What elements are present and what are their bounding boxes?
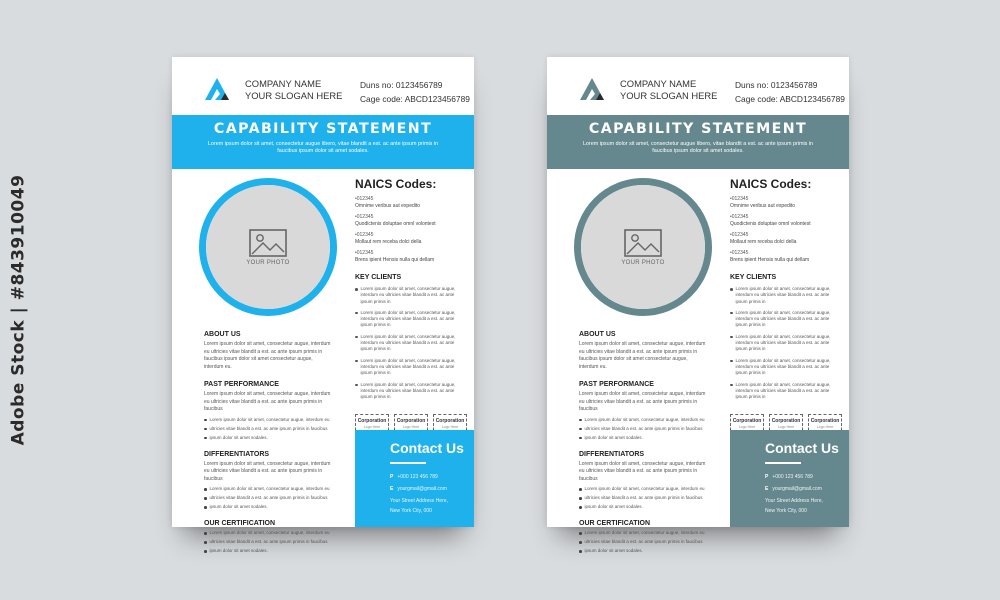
past-performance-title: PAST PERFORMANCE xyxy=(204,381,279,388)
bullet-text: ultricies vitae blandit a est. ac ante ipsum primis in faucibus xyxy=(209,539,328,544)
key-client-text: Lorem ipsum dolor sit amet, consectetur augue, interdum eu ultricies vitae blandit a est. ac ante ipsum primis in xyxy=(735,357,831,376)
right-column xyxy=(355,177,467,435)
key-client-text: Lorem ipsum dolor sit amet, consectetur augue, interdum eu ultricies vitae blandit a est. ac ante ipsum primis in xyxy=(735,381,831,400)
naics-code: •012345 xyxy=(730,214,749,220)
left-column xyxy=(579,331,707,554)
bullet-dot xyxy=(204,488,207,491)
corporation-name: Corporation xyxy=(357,418,387,425)
bullet-text: ipsum dolor sit amet sodales. xyxy=(209,504,268,509)
bullet-text: ultricies vitae blandit a est. ac ante ipsum primis in faucibus xyxy=(209,425,328,431)
company-logo-icon xyxy=(202,74,232,102)
contact-title: Contact Us xyxy=(765,440,839,456)
bullet-dot xyxy=(730,288,733,291)
bullet-text: ultricies vitae blandit a est. ac ante ipsum primis in faucibus xyxy=(209,495,328,500)
corporation-name: Corporation xyxy=(810,418,840,425)
key-client-item xyxy=(730,358,842,377)
bullet-text: ipsum dolor sit amet sodales. xyxy=(584,504,643,509)
bullet-item xyxy=(204,486,332,492)
naics-description: Quodictenis doluptae omnl volontest xyxy=(355,221,436,227)
bullet-item xyxy=(204,530,332,536)
key-client-text: Lorem ipsum dolor sit amet, consectetur augue, interdum eu ultricies vitae blandit a est. ac ante ipsum primis in xyxy=(360,381,456,400)
key-clients-list xyxy=(355,286,467,400)
corporation-name: Corporation xyxy=(396,418,426,425)
contact-phone xyxy=(390,474,438,480)
bullet-item xyxy=(579,495,707,501)
naics-code: •012345 xyxy=(730,232,749,238)
key-client-item xyxy=(730,286,842,305)
key-client-item xyxy=(355,382,467,401)
bullet-text: ipsum dolor sit amet sodales. xyxy=(584,434,643,440)
bullet-dot xyxy=(579,419,582,422)
past-performance-text: Lorem ipsum dolor sit amet, consectetur augue, interdum eu ultricies vitae blandit a est. ac ante ipsum primis in faucibus xyxy=(204,391,331,412)
bullet-dot xyxy=(579,488,582,491)
company-name: COMPANY NAME xyxy=(245,78,322,89)
bullet-item xyxy=(579,426,707,432)
flyer-title: CAPABILITY STATEMENT xyxy=(588,121,808,137)
bullet-item xyxy=(204,504,332,510)
email-label: E xyxy=(390,486,394,492)
bullet-dot xyxy=(204,550,207,553)
bullet-text: ultricies vitae blandit a est. ac ante ipsum primis in faucibus xyxy=(584,495,703,500)
naics-code: •012345 xyxy=(730,196,749,202)
flyer-title: CAPABILITY STATEMENT xyxy=(213,121,433,137)
bullet-item xyxy=(204,495,332,501)
capability-statement-flyer xyxy=(547,57,849,553)
bullet-text: ipsum dolor sit amet sodales. xyxy=(584,548,643,553)
naics-description: Omnime veribus aut expedito xyxy=(730,203,796,209)
differentiators-title: DIFFERENTIATORS xyxy=(579,450,645,458)
bullet-text: Lorem ipsum dolor sit amet, consectetur augue, interdum eu xyxy=(209,486,330,491)
bullet-item xyxy=(579,548,707,554)
naics-description: Mollaut rem receba dolci della xyxy=(730,239,797,245)
bullet-item xyxy=(579,435,707,441)
certification-list xyxy=(579,530,707,554)
key-client-text: Lorem ipsum dolor sit amet, consectetur augue, interdum eu ultricies vitae blandit a est. ac ante ipsum primis in xyxy=(360,286,456,304)
bullet-item xyxy=(204,417,332,423)
bullet-text: Lorem ipsum dolor sit amet, consectetur augue, interdum eu xyxy=(209,416,330,422)
bullet-dot xyxy=(204,541,207,544)
differentiators-list xyxy=(204,486,332,510)
bullet-text: ultricies vitae blandit a est. ac ante ipsum primis in faucibus xyxy=(584,539,703,544)
intro-text: Lorem ipsum dolor sit amet, consectetur augue libero, vitae blandit a est. ac ante ipsum primis in faucibus ipsum dolor sit amet sodales. xyxy=(582,141,814,155)
bullet-item xyxy=(579,486,707,492)
flyer-header xyxy=(172,57,474,115)
corporation-name: Corporation xyxy=(732,418,762,425)
bullet-item xyxy=(204,548,332,554)
differentiators-text: Lorem ipsum dolor sit amet, consectetur augue, interdum eu ultricies vitae blandit a est. ac ante ipsum primis in faucibus xyxy=(204,460,331,482)
key-clients-title: KEY CLIENTS xyxy=(355,274,402,281)
intro-text: Lorem ipsum dolor sit amet, consectetur augue libero, vitae blandit a est. ac ante ipsum primis in faucibus ipsum dolor sit amet sodales. xyxy=(207,141,439,155)
phone-label: P xyxy=(765,474,769,480)
naics-title: NAICS Codes: xyxy=(730,177,812,191)
duns-number: Duns no: 0123456789 xyxy=(360,80,443,90)
key-client-item xyxy=(730,310,842,329)
bullet-item xyxy=(204,539,332,545)
key-client-item xyxy=(355,286,467,305)
photo-label: YOUR PHOTO xyxy=(621,260,665,266)
contact-city: New York City, 000 xyxy=(390,508,432,514)
phone-label: P xyxy=(390,474,394,480)
bullet-item xyxy=(579,417,707,423)
bullet-dot xyxy=(579,532,582,535)
bullet-item xyxy=(579,530,707,536)
key-client-item xyxy=(730,334,842,353)
corporation-sub: Logo Here xyxy=(363,425,381,430)
bullet-dot xyxy=(204,532,207,535)
company-name: COMPANY NAME xyxy=(620,78,697,89)
differentiators-text: Lorem ipsum dolor sit amet, consectetur augue, interdum eu ultricies vitae blandit a est. ac ante ipsum primis in faucibus xyxy=(579,460,706,482)
key-clients-title: KEY CLIENTS xyxy=(730,274,777,281)
bullet-dot xyxy=(204,497,207,500)
differentiators-title: DIFFERENTIATORS xyxy=(204,450,270,458)
key-client-text: Lorem ipsum dolor sit amet, consectetur augue, interdum eu ultricies vitae blandit a est. ac ante ipsum primis in xyxy=(360,309,456,328)
contact-box xyxy=(730,430,849,527)
corporation-sub: Logo Here xyxy=(816,425,834,430)
registration-block xyxy=(735,78,845,106)
company-logo-icon xyxy=(577,74,607,102)
past-performance-list xyxy=(579,417,707,441)
bullet-dot xyxy=(579,541,582,544)
photo-placeholder xyxy=(581,185,705,309)
about-text: Lorem ipsum dolor sit amet, consectetur augue, interdum eu ultricies vitae blandit a est. ac ante ipsum primis in faucibus ipsum dolor sit amet consectetur augue, interdum eu. xyxy=(579,341,706,370)
bullet-dot xyxy=(730,336,733,339)
naics-description: Brens ipient Hensis nulla qui dellam xyxy=(355,257,435,263)
naics-list xyxy=(355,196,467,263)
bullet-item xyxy=(204,435,332,441)
key-client-item xyxy=(355,358,467,377)
naics-description: Mollaut rem receba dolci della xyxy=(355,239,422,245)
corporation-name: Corporation xyxy=(435,418,465,425)
bullet-text: Lorem ipsum dolor sit amet, consectetur augue, interdum eu xyxy=(584,486,705,491)
contact-box xyxy=(355,430,474,527)
company-slogan: YOUR SLOGAN HERE xyxy=(245,90,343,101)
naics-code: •012345 xyxy=(730,250,749,256)
bullet-text: Lorem ipsum dolor sit amet, consectetur augue, interdum eu xyxy=(584,416,705,422)
past-performance-title: PAST PERFORMANCE xyxy=(579,381,654,388)
certification-list xyxy=(204,530,332,554)
bullet-dot xyxy=(204,419,207,422)
corporation-name: Corporation xyxy=(771,418,801,425)
contact-divider xyxy=(765,462,801,464)
corporation-sub: Logo Here xyxy=(777,425,795,430)
bullet-text: ultricies vitae blandit a est. ac ante ipsum primis in faucibus xyxy=(584,425,703,431)
corporation-sub: Logo Here xyxy=(441,425,459,430)
photo-placeholder xyxy=(206,185,330,309)
key-client-item xyxy=(355,334,467,353)
corporation-sub: Logo Here xyxy=(738,425,756,430)
image-placeholder-icon xyxy=(623,228,663,258)
certification-title: OUR CERTIFICATION xyxy=(204,520,276,527)
key-client-text: Lorem ipsum dolor sit amet, consectetur augue, interdum eu ultricies vitae blandit a est. ac ante ipsum primis in xyxy=(360,357,456,376)
bullet-dot xyxy=(204,506,207,509)
bullet-item xyxy=(579,504,707,510)
title-band xyxy=(172,115,474,169)
bullet-dot xyxy=(579,428,582,431)
bullet-dot xyxy=(579,437,582,440)
bullet-dot xyxy=(579,550,582,553)
bullet-dot xyxy=(204,428,207,431)
about-text: Lorem ipsum dolor sit amet, consectetur augue, interdum eu ultricies vitae blandit a est. ac ante ipsum primis in faucibus ipsum dolor sit amet consectetur augue, interdum eu. xyxy=(204,341,331,370)
key-client-text: Lorem ipsum dolor sit amet, consectetur augue, interdum eu ultricies vitae blandit a est. ac ante ipsum primis in xyxy=(735,309,831,328)
company-block xyxy=(245,78,342,102)
company-slogan: YOUR SLOGAN HERE xyxy=(620,90,718,101)
photo-frame xyxy=(574,178,712,316)
certification-title: OUR CERTIFICATION xyxy=(579,520,651,527)
capability-statement-flyer xyxy=(172,57,474,553)
right-column xyxy=(730,177,842,435)
bullet-dot xyxy=(355,288,358,291)
flyer-header xyxy=(547,57,849,115)
contact-city: New York City, 000 xyxy=(765,508,807,514)
key-client-item xyxy=(730,382,842,401)
bullet-dot xyxy=(579,506,582,509)
key-client-item xyxy=(355,310,467,329)
naics-code: •012345 xyxy=(355,196,374,202)
email-label: E xyxy=(765,486,769,492)
bullet-dot xyxy=(355,384,358,387)
about-title: ABOUT US xyxy=(204,331,241,338)
bullet-dot xyxy=(355,336,358,339)
bullet-dot xyxy=(355,312,358,315)
corporation-sub: Logo Here xyxy=(402,425,420,430)
bullet-dot xyxy=(730,384,733,387)
past-performance-list xyxy=(204,417,332,441)
contact-email xyxy=(390,486,447,492)
phone-value: +000 123 456 789 xyxy=(397,474,438,480)
title-band xyxy=(547,115,849,169)
bullet-item xyxy=(204,426,332,432)
bullet-dot xyxy=(730,360,733,363)
bullet-text: Lorem ipsum dolor sit amet, consectetur augue, interdum eu xyxy=(209,530,330,535)
past-performance-text: Lorem ipsum dolor sit amet, consectetur augue, interdum eu ultricies vitae blandit a est. ac ante ipsum primis in faucibus xyxy=(579,391,706,412)
image-placeholder-icon xyxy=(248,228,288,258)
left-column xyxy=(204,331,332,554)
bullet-dot xyxy=(579,497,582,500)
email-value: yourgmail@gmail.com xyxy=(772,486,822,492)
key-client-text: Lorem ipsum dolor sit amet, consectetur augue, interdum eu ultricies vitae blandit a est. ac ante ipsum primis in xyxy=(360,333,456,352)
bullet-text: Lorem ipsum dolor sit amet, consectetur augue, interdum eu xyxy=(584,530,705,535)
naics-code: •012345 xyxy=(355,214,374,220)
differentiators-list xyxy=(579,486,707,510)
naics-title: NAICS Codes: xyxy=(355,177,437,191)
naics-description: Brens ipient Hensis nulla qui dellam xyxy=(730,257,810,263)
registration-block xyxy=(360,78,470,106)
bullet-dot xyxy=(730,312,733,315)
bullet-dot xyxy=(204,437,207,440)
contact-address: Your Street Address Here, xyxy=(390,498,448,504)
naics-description: Omnime veribus aut expedito xyxy=(355,203,421,209)
key-clients-list xyxy=(730,286,842,400)
bullet-dot xyxy=(355,360,358,363)
contact-phone xyxy=(765,474,813,480)
phone-value: +000 123 456 789 xyxy=(772,474,813,480)
contact-title: Contact Us xyxy=(390,440,464,456)
bullet-text: ipsum dolor sit amet sodales. xyxy=(209,548,268,553)
stock-id-watermark xyxy=(4,80,32,540)
photo-frame xyxy=(199,178,337,316)
bullet-text: ipsum dolor sit amet sodales. xyxy=(209,434,268,440)
stock-id-text: Adobe Stock | #843910049 xyxy=(8,174,28,446)
contact-email xyxy=(765,486,822,492)
photo-label: YOUR PHOTO xyxy=(246,260,290,266)
naics-code: •012345 xyxy=(355,232,374,238)
email-value: yourgmail@gmail.com xyxy=(397,486,447,492)
cage-code: Cage code: ABCD123456789 xyxy=(360,94,470,104)
bullet-item xyxy=(579,539,707,545)
naics-list xyxy=(730,196,842,263)
contact-divider xyxy=(390,462,426,464)
naics-code: •012345 xyxy=(355,250,374,256)
about-title: ABOUT US xyxy=(579,331,616,338)
key-client-text: Lorem ipsum dolor sit amet, consectetur augue, interdum eu ultricies vitae blandit a est. ac ante ipsum primis in xyxy=(735,333,831,352)
key-client-text: Lorem ipsum dolor sit amet, consectetur augue, interdum eu ultricies vitae blandit a est. ac ante ipsum primis in xyxy=(735,286,831,304)
naics-description: Quodictenis doluptae omnl volontest xyxy=(730,221,811,227)
cage-code: Cage code: ABCD123456789 xyxy=(735,94,845,104)
contact-address: Your Street Address Here, xyxy=(765,498,823,504)
duns-number: Duns no: 0123456789 xyxy=(735,80,818,90)
company-block xyxy=(620,78,717,102)
